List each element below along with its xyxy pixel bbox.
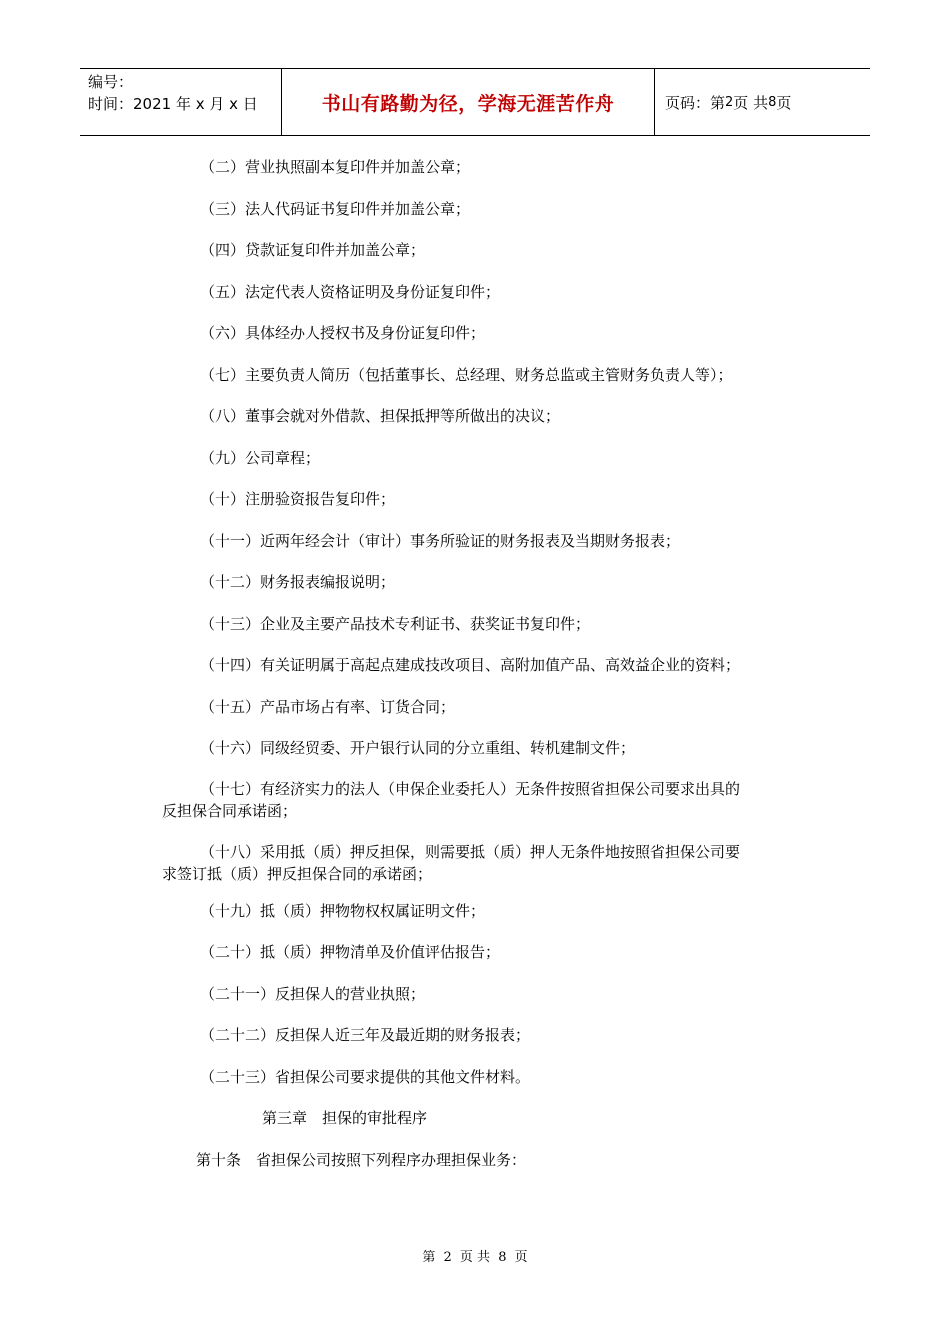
page-footer [0,1246,950,1265]
header-motto-cell [282,69,655,135]
footer-prefix: 第 [422,1250,436,1265]
list-item: （二十一）反担保人的营业执照； [200,985,426,1003]
list-item: （二十二）反担保人近三年及最近期的财务报表； [200,1026,531,1044]
list-item: （十六）同级经贸委、开户银行认同的分立重组、转机建制文件； [200,739,636,757]
para-line: （十八）采用抵（质）押反担保，则需要抵（质）押人无条件地按照省担保公司要 [200,843,741,861]
para-line: （十七）有经济实力的法人（申保企业委托人）无条件按照省担保公司要求出具的 [200,780,741,798]
list-item: （五）法定代表人资格证明及身份证复印件； [200,283,501,301]
list-item: （十四）有关证明属于高起点建成技改项目、高附加值产品、高效益企业的资料； [200,656,741,674]
article-10: 第十条 省担保公司按照下列程序办理担保业务： [196,1151,527,1169]
list-item: （九）公司章程； [200,449,321,467]
list-item: （六）具体经办人授权书及身份证复印件； [200,324,486,342]
list-item: （三）法人代码证书复印件并加盖公章； [200,200,471,218]
para-line: 反担保合同承诺函； [162,802,298,820]
code-label: 编号： [88,73,134,91]
list-item: （十）注册验资报告复印件； [200,490,396,508]
list-item: （十二）财务报表编报说明； [200,573,396,591]
header-meta [80,69,282,135]
page-header [80,68,870,136]
time-label: 时间：2021 年 x 月 x 日 [88,95,258,113]
page-total: 8 [768,94,777,110]
list-item: （十五）产品市场占有率、订货合同； [200,698,456,716]
footer-mid: 页 共 [459,1250,491,1265]
list-item: （二十三）省担保公司要求提供的其他文件材料。 [200,1068,531,1086]
footer-current: 2 [443,1250,452,1265]
page-mid: 页 共 [733,93,769,112]
list-item: （十九）抵（质）押物物权权属证明文件； [200,902,486,920]
page-current: 2 [725,94,734,110]
motto: 书山有路勤为径，学海无涯苦作舟 [321,92,615,115]
list-item: （二十）抵（质）押物清单及价值评估报告； [200,943,501,961]
list-item: （十一）近两年经会计（审计）事务所验证的财务报表及当期财务报表； [200,532,681,550]
page-suffix: 页 [776,93,792,112]
page-prefix: 页码：第 [665,93,726,112]
footer-total: 8 [498,1250,507,1265]
list-item: （十三）企业及主要产品技术专利证书、获奖证书复印件； [200,615,591,633]
header-page-info [655,69,870,135]
list-item: （七）主要负责人简历（包括董事长、总经理、财务总监或主管财务负责人等）； [200,366,733,384]
paragraph-item-17 [162,778,812,822]
footer-suffix: 页 [514,1250,528,1265]
paragraph-item-18 [162,841,812,885]
list-item: （二）营业执照副本复印件并加盖公章； [200,158,471,176]
para-line: 求签订抵（质）押反担保合同的承诺函； [162,865,433,883]
chapter-title: 第三章 担保的审批程序 [262,1109,428,1127]
list-item: （八）董事会就对外借款、担保抵押等所做出的决议； [200,407,561,425]
list-item: （四）贷款证复印件并加盖公章； [200,241,426,259]
